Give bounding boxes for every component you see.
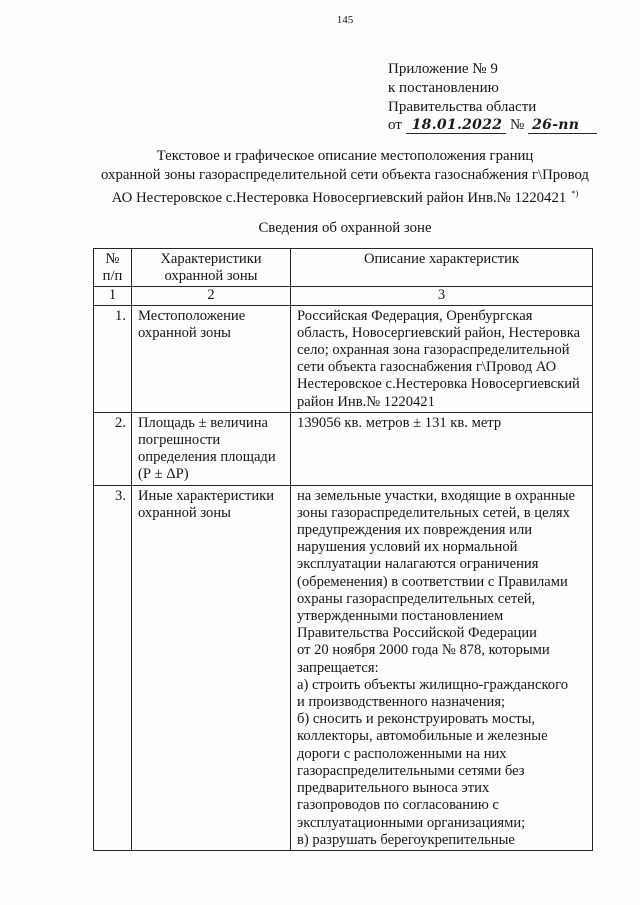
table-row [94, 485, 593, 850]
header-text: п/п [102, 268, 123, 285]
appendix-authority: Правительства области [388, 98, 537, 115]
characteristic-line: Площадь ± величина [138, 414, 269, 431]
description-line: эксплуатационными организациями; [297, 814, 526, 831]
description-line: утвержденными постановлением [297, 608, 504, 625]
title-line: охранной зоны газораспределительной сети объекта газоснабжения г\Провод [101, 166, 589, 183]
characteristic-line: погрешности [138, 432, 221, 449]
description-line: область, Новосергиевский район, Нестеровка [297, 324, 581, 341]
row-number: 1. [94, 305, 132, 412]
appendix-decree-ref: к постановлению [388, 79, 499, 96]
description-line: и производственного назначения; [297, 694, 506, 711]
header-cell-description [291, 249, 593, 287]
appendix-block [388, 60, 597, 135]
table-row [94, 412, 593, 485]
decree-date-handwritten: 18.01.2022 [406, 118, 507, 134]
description-line: а) строить объекты жилищно-гражданского [297, 676, 569, 693]
description-line: от 20 ноября 2000 года № 878, которыми [297, 642, 550, 659]
table-header-row [94, 249, 593, 287]
decree-date-prefix: от [388, 117, 402, 134]
description-line: район Инв.№ 1220421 [297, 393, 435, 410]
appendix-label: Приложение № 9 [388, 61, 498, 77]
row-number: 2. [94, 412, 132, 485]
characteristic-line: Иные характеристики [138, 487, 275, 504]
footnote-mark: *) [571, 188, 579, 199]
description-line: предупреждения их повреждения или [297, 522, 533, 539]
description-line: дороги с расположенными на них [297, 745, 507, 762]
column-number-row [94, 287, 593, 305]
header-text: Описание характеристик [363, 251, 519, 267]
description-line: запрещается: [297, 659, 379, 676]
description-line: газопроводов по согласованию с [297, 797, 499, 814]
description-line: Российская Федерация, Оренбургская [297, 307, 533, 324]
title-line: Текстовое и графическое описание местоположения границ [156, 148, 534, 164]
description-line: нарушения условий их нормальной [297, 539, 518, 556]
description-line: сети объекта газоснабжения г\Провод АО [297, 359, 557, 376]
column-number: 2 [132, 287, 291, 305]
decree-number-sign: № [510, 117, 525, 134]
description-line: Правительства Российской Федерации [297, 625, 537, 642]
description-line: эксплуатации налагаются ограничения [297, 556, 539, 573]
description-cell [291, 305, 593, 412]
characteristic-cell [132, 485, 291, 850]
column-number: 3 [291, 287, 593, 305]
header-text: № [105, 251, 120, 267]
description-cell [291, 485, 593, 850]
appendix-date-line [388, 116, 597, 135]
description-line: (обременения) в соответствии с Правилами [297, 573, 568, 590]
header-text: Характеристики [160, 251, 262, 267]
description-line: предварительного выноса этих [297, 780, 490, 797]
section-title: Сведения об охранной зоне [258, 220, 432, 236]
characteristic-line: Местоположение [138, 307, 246, 324]
page-number: 145 [336, 14, 354, 26]
row-number: 3. [94, 485, 132, 850]
header-cell-number [94, 249, 132, 287]
description-line: Нестеровское с.Нестеровка Новосергиевский [297, 376, 580, 393]
document-title [93, 147, 597, 208]
description-cell [291, 412, 593, 485]
table-row [94, 305, 593, 412]
characteristic-line: определения площади [138, 449, 276, 466]
description-line: в) разрушать берегоукрепительные [297, 831, 515, 848]
characteristic-cell [132, 412, 291, 485]
title-line-with-footnote [93, 184, 597, 208]
characteristic-line: (Р ± ΔР) [138, 466, 189, 483]
header-text: охранной зоны [164, 268, 258, 285]
description-line: газораспределительными сетями без [297, 762, 525, 779]
description-line: село; охранная зона газораспределительной [297, 342, 570, 359]
header-cell-characteristic [132, 249, 291, 287]
decree-number-handwritten: 26-пп [528, 118, 597, 134]
description-line: охраны газораспределительных сетей, [297, 590, 536, 607]
characteristic-line: охранной зоны [138, 324, 231, 341]
protection-zone-table [93, 248, 593, 851]
description-line: 139056 кв. метров ± 131 кв. метр [297, 414, 502, 431]
column-number: 1 [94, 287, 132, 305]
characteristic-cell [132, 305, 291, 412]
title-line: АО Нестеровское с.Нестеровка Новосергиевский район Инв.№ 1220421 [111, 190, 567, 207]
characteristic-line: охранной зоны [138, 504, 231, 521]
description-line: зоны газораспределительных сетей, в целях [297, 504, 570, 521]
description-line: на земельные участки, входящие в охранные [297, 487, 576, 504]
description-line: б) сносить и реконструировать мосты, [297, 711, 536, 728]
description-line: коллекторы, автомобильные и железные [297, 728, 548, 745]
